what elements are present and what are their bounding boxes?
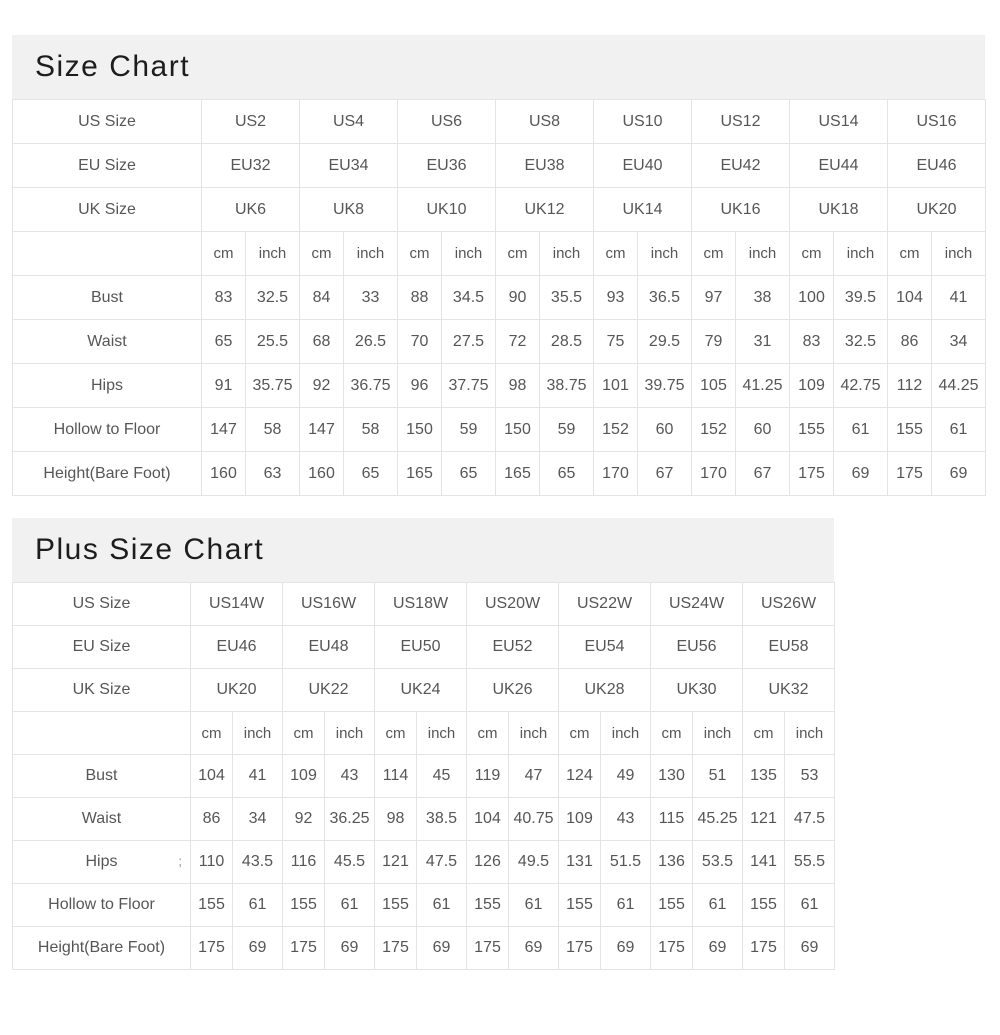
size-value-cell: US18W [375,583,467,626]
unit-row [13,712,835,755]
size-value-cell: UK16 [692,188,790,232]
inch-value-cell: 60 [638,408,692,452]
cm-value-cell: 155 [191,884,233,927]
size-value-cell: US14W [191,583,283,626]
size-value-cell: EU44 [790,144,888,188]
cm-value-cell: 170 [594,452,638,496]
cm-value-cell: 141 [743,841,785,884]
size-value-cell: UK20 [888,188,986,232]
inch-value-cell: 59 [540,408,594,452]
measure-label-cell: Hollow to Floor [13,408,202,452]
cm-value-cell: 152 [594,408,638,452]
size-row [13,144,986,188]
unit-cm-cell: cm [375,712,417,755]
inch-value-cell: 37.75 [442,364,496,408]
inch-value-cell: 53 [785,755,835,798]
inch-value-cell: 61 [417,884,467,927]
cm-value-cell: 83 [202,276,246,320]
unit-cm-cell: cm [651,712,693,755]
inch-value-cell: 35.75 [246,364,300,408]
cm-value-cell: 72 [496,320,540,364]
cm-value-cell: 155 [559,884,601,927]
inch-value-cell: 69 [509,927,559,970]
size-value-cell: EU56 [651,626,743,669]
inch-value-cell: 34 [932,320,986,364]
unit-cm-cell: cm [202,232,246,276]
inch-value-cell: 61 [932,408,986,452]
measure-label-cell: Hips ; [13,841,191,884]
inch-value-cell: 43 [325,755,375,798]
size-label-cell: US Size [13,100,202,144]
cm-value-cell: 136 [651,841,693,884]
inch-value-cell: 41.25 [736,364,790,408]
size-row [13,583,835,626]
unit-empty-cell [13,232,202,276]
inch-value-cell: 63 [246,452,300,496]
cm-value-cell: 110 [191,841,233,884]
cm-value-cell: 126 [467,841,509,884]
unit-cm-cell: cm [888,232,932,276]
inch-value-cell: 69 [325,927,375,970]
cm-value-cell: 155 [375,884,417,927]
cm-value-cell: 98 [496,364,540,408]
measure-label-cell: Height(Bare Foot) [13,927,191,970]
cm-value-cell: 175 [191,927,233,970]
unit-inch-cell: inch [233,712,283,755]
size-value-cell: EU36 [398,144,496,188]
inch-value-cell: 61 [601,884,651,927]
cm-value-cell: 86 [888,320,932,364]
cm-value-cell: 90 [496,276,540,320]
size-value-cell: US26W [743,583,835,626]
inch-value-cell: 31 [736,320,790,364]
unit-cm-cell: cm [283,712,325,755]
size-value-cell: US16 [888,100,986,144]
cm-value-cell: 155 [790,408,834,452]
size-chart-section [12,35,1000,496]
size-value-cell: EU46 [888,144,986,188]
size-value-cell: UK28 [559,669,651,712]
inch-value-cell: 29.5 [638,320,692,364]
cm-value-cell: 175 [375,927,417,970]
unit-cm-cell: cm [790,232,834,276]
unit-inch-cell: inch [509,712,559,755]
size-value-cell: UK30 [651,669,743,712]
cm-value-cell: 121 [743,798,785,841]
unit-cm-cell: cm [398,232,442,276]
unit-inch-cell: inch [736,232,790,276]
unit-inch-cell: inch [325,712,375,755]
cm-value-cell: 175 [559,927,601,970]
unit-inch-cell: inch [417,712,467,755]
inch-value-cell: 65 [540,452,594,496]
cm-value-cell: 65 [202,320,246,364]
unit-inch-cell: inch [344,232,398,276]
cm-value-cell: 104 [888,276,932,320]
cm-value-cell: 88 [398,276,442,320]
inch-value-cell: 36.75 [344,364,398,408]
cm-value-cell: 75 [594,320,638,364]
size-value-cell: EU48 [283,626,375,669]
plus-size-chart-title: Plus Size Chart [35,533,265,566]
inch-value-cell: 45.25 [693,798,743,841]
cm-value-cell: 160 [300,452,344,496]
inch-value-cell: 45.5 [325,841,375,884]
cm-value-cell: 170 [692,452,736,496]
inch-value-cell: 51.5 [601,841,651,884]
size-row [13,626,835,669]
cm-value-cell: 97 [692,276,736,320]
cm-value-cell: 150 [398,408,442,452]
size-value-cell: EU46 [191,626,283,669]
inch-value-cell: 44.25 [932,364,986,408]
measure-label-cell: Waist [13,320,202,364]
unit-row [13,232,986,276]
cm-value-cell: 155 [467,884,509,927]
cm-value-cell: 91 [202,364,246,408]
cm-value-cell: 86 [191,798,233,841]
inch-value-cell: 38.75 [540,364,594,408]
cm-value-cell: 165 [398,452,442,496]
cm-value-cell: 152 [692,408,736,452]
unit-empty-cell [13,712,191,755]
size-value-cell: EU52 [467,626,559,669]
cm-value-cell: 96 [398,364,442,408]
inch-value-cell: 40.75 [509,798,559,841]
inch-value-cell: 61 [325,884,375,927]
cm-value-cell: 93 [594,276,638,320]
inch-value-cell: 65 [442,452,496,496]
size-value-cell: US16W [283,583,375,626]
unit-cm-cell: cm [743,712,785,755]
measure-label-cell: Height(Bare Foot) [13,452,202,496]
cm-value-cell: 175 [651,927,693,970]
inch-value-cell: 32.5 [246,276,300,320]
size-value-cell: US20W [467,583,559,626]
cm-value-cell: 109 [559,798,601,841]
measure-row [13,798,835,841]
inch-value-cell: 49.5 [509,841,559,884]
size-value-cell: UK32 [743,669,835,712]
measure-row [13,927,835,970]
cm-value-cell: 124 [559,755,601,798]
size-value-cell: US8 [496,100,594,144]
cm-value-cell: 121 [375,841,417,884]
inch-value-cell: 41 [932,276,986,320]
inch-value-cell: 60 [736,408,790,452]
cm-value-cell: 100 [790,276,834,320]
inch-value-cell: 27.5 [442,320,496,364]
cm-value-cell: 135 [743,755,785,798]
size-value-cell: US24W [651,583,743,626]
inch-value-cell: 58 [246,408,300,452]
size-value-cell: US4 [300,100,398,144]
size-chart-title-band [12,35,985,99]
inch-value-cell: 47.5 [785,798,835,841]
cm-value-cell: 104 [191,755,233,798]
unit-inch-cell: inch [834,232,888,276]
plus-size-chart-table [12,582,835,970]
inch-value-cell: 34.5 [442,276,496,320]
inch-value-cell: 61 [509,884,559,927]
inch-value-cell: 45 [417,755,467,798]
cm-value-cell: 155 [283,884,325,927]
inch-value-cell: 39.5 [834,276,888,320]
size-value-cell: EU58 [743,626,835,669]
unit-inch-cell: inch [601,712,651,755]
inch-value-cell: 36.5 [638,276,692,320]
size-row [13,669,835,712]
unit-cm-cell: cm [191,712,233,755]
size-value-cell: EU38 [496,144,594,188]
size-value-cell: UK8 [300,188,398,232]
cm-value-cell: 109 [283,755,325,798]
inch-value-cell: 65 [344,452,398,496]
measure-label-cell: Bust [13,276,202,320]
inch-value-cell: 34 [233,798,283,841]
size-value-cell: UK18 [790,188,888,232]
inch-value-cell: 26.5 [344,320,398,364]
size-label-cell: US Size [13,583,191,626]
inch-value-cell: 61 [785,884,835,927]
measure-row [13,841,835,884]
inch-value-cell: 33 [344,276,398,320]
inch-value-cell: 67 [736,452,790,496]
size-value-cell: EU42 [692,144,790,188]
inch-value-cell: 69 [233,927,283,970]
size-value-cell: UK6 [202,188,300,232]
size-value-cell: US10 [594,100,692,144]
inch-value-cell: 49 [601,755,651,798]
inch-value-cell: 28.5 [540,320,594,364]
cm-value-cell: 150 [496,408,540,452]
inch-value-cell: 59 [442,408,496,452]
measure-label-cell: Bust [13,755,191,798]
cm-value-cell: 130 [651,755,693,798]
cm-value-cell: 92 [300,364,344,408]
cm-value-cell: 165 [496,452,540,496]
cm-value-cell: 68 [300,320,344,364]
size-value-cell: US14 [790,100,888,144]
size-value-cell: US22W [559,583,651,626]
unit-inch-cell: inch [442,232,496,276]
inch-value-cell: 61 [834,408,888,452]
size-value-cell: EU54 [559,626,651,669]
size-label-cell: EU Size [13,626,191,669]
inch-value-cell: 35.5 [540,276,594,320]
inch-value-cell: 55.5 [785,841,835,884]
cm-value-cell: 160 [202,452,246,496]
unit-cm-cell: cm [496,232,540,276]
inch-value-cell: 67 [638,452,692,496]
measure-row [13,276,986,320]
unit-cm-cell: cm [467,712,509,755]
cm-value-cell: 114 [375,755,417,798]
cm-value-cell: 155 [651,884,693,927]
cm-value-cell: 70 [398,320,442,364]
size-label-cell: EU Size [13,144,202,188]
plus-size-chart-title-band [12,518,834,582]
inch-value-cell: 53.5 [693,841,743,884]
inch-value-cell: 69 [693,927,743,970]
measure-label-cell: Hollow to Floor [13,884,191,927]
size-value-cell: US6 [398,100,496,144]
size-chart-table [12,99,986,496]
measure-row [13,320,986,364]
inch-value-cell: 25.5 [246,320,300,364]
cm-value-cell: 155 [888,408,932,452]
inch-value-cell: 36.25 [325,798,375,841]
cm-value-cell: 79 [692,320,736,364]
inch-value-cell: 69 [834,452,888,496]
size-value-cell: UK14 [594,188,692,232]
size-value-cell: EU40 [594,144,692,188]
cm-value-cell: 175 [888,452,932,496]
inch-value-cell: 47.5 [417,841,467,884]
cm-value-cell: 119 [467,755,509,798]
size-row [13,188,986,232]
size-chart-title: Size Chart [35,50,191,83]
inch-value-cell: 41 [233,755,283,798]
size-value-cell: EU34 [300,144,398,188]
inch-value-cell: 69 [417,927,467,970]
unit-cm-cell: cm [692,232,736,276]
unit-inch-cell: inch [693,712,743,755]
measure-row [13,364,986,408]
cm-value-cell: 101 [594,364,638,408]
inch-value-cell: 47 [509,755,559,798]
inch-value-cell: 61 [693,884,743,927]
cm-value-cell: 175 [467,927,509,970]
inch-value-cell: 61 [233,884,283,927]
inch-value-cell: 39.75 [638,364,692,408]
unit-cm-cell: cm [594,232,638,276]
inch-value-cell: 43 [601,798,651,841]
cm-value-cell: 175 [743,927,785,970]
inch-value-cell: 38.5 [417,798,467,841]
measure-row [13,755,835,798]
cm-value-cell: 92 [283,798,325,841]
cm-value-cell: 112 [888,364,932,408]
cm-value-cell: 147 [202,408,246,452]
measure-row [13,884,835,927]
plus-size-chart-section [12,518,1000,970]
size-value-cell: UK26 [467,669,559,712]
inch-value-cell: 42.75 [834,364,888,408]
size-value-cell: EU50 [375,626,467,669]
cm-value-cell: 175 [283,927,325,970]
cm-value-cell: 115 [651,798,693,841]
cm-value-cell: 147 [300,408,344,452]
cm-value-cell: 131 [559,841,601,884]
size-value-cell: UK12 [496,188,594,232]
cm-value-cell: 84 [300,276,344,320]
inch-value-cell: 43.5 [233,841,283,884]
inch-value-cell: 58 [344,408,398,452]
inch-value-cell: 32.5 [834,320,888,364]
size-value-cell: US2 [202,100,300,144]
inch-value-cell: 51 [693,755,743,798]
unit-inch-cell: inch [932,232,986,276]
inch-value-cell: 38 [736,276,790,320]
measure-label-cell: Hips [13,364,202,408]
cm-value-cell: 98 [375,798,417,841]
cm-value-cell: 175 [790,452,834,496]
size-value-cell: UK10 [398,188,496,232]
size-value-cell: UK24 [375,669,467,712]
unit-inch-cell: inch [246,232,300,276]
size-value-cell: UK20 [191,669,283,712]
measure-label-cell: Waist [13,798,191,841]
unit-inch-cell: inch [785,712,835,755]
measure-row [13,408,986,452]
unit-cm-cell: cm [300,232,344,276]
cm-value-cell: 109 [790,364,834,408]
cm-value-cell: 83 [790,320,834,364]
size-value-cell: US12 [692,100,790,144]
inch-value-cell: 69 [601,927,651,970]
unit-cm-cell: cm [559,712,601,755]
size-value-cell: UK22 [283,669,375,712]
cm-value-cell: 104 [467,798,509,841]
inch-value-cell: 69 [785,927,835,970]
unit-inch-cell: inch [540,232,594,276]
inch-value-cell: 69 [932,452,986,496]
unit-inch-cell: inch [638,232,692,276]
size-label-cell: UK Size [13,188,202,232]
stray-mark: ; [178,853,182,869]
cm-value-cell: 105 [692,364,736,408]
size-label-cell: UK Size [13,669,191,712]
size-value-cell: EU32 [202,144,300,188]
size-row [13,100,986,144]
measure-row [13,452,986,496]
cm-value-cell: 155 [743,884,785,927]
cm-value-cell: 116 [283,841,325,884]
